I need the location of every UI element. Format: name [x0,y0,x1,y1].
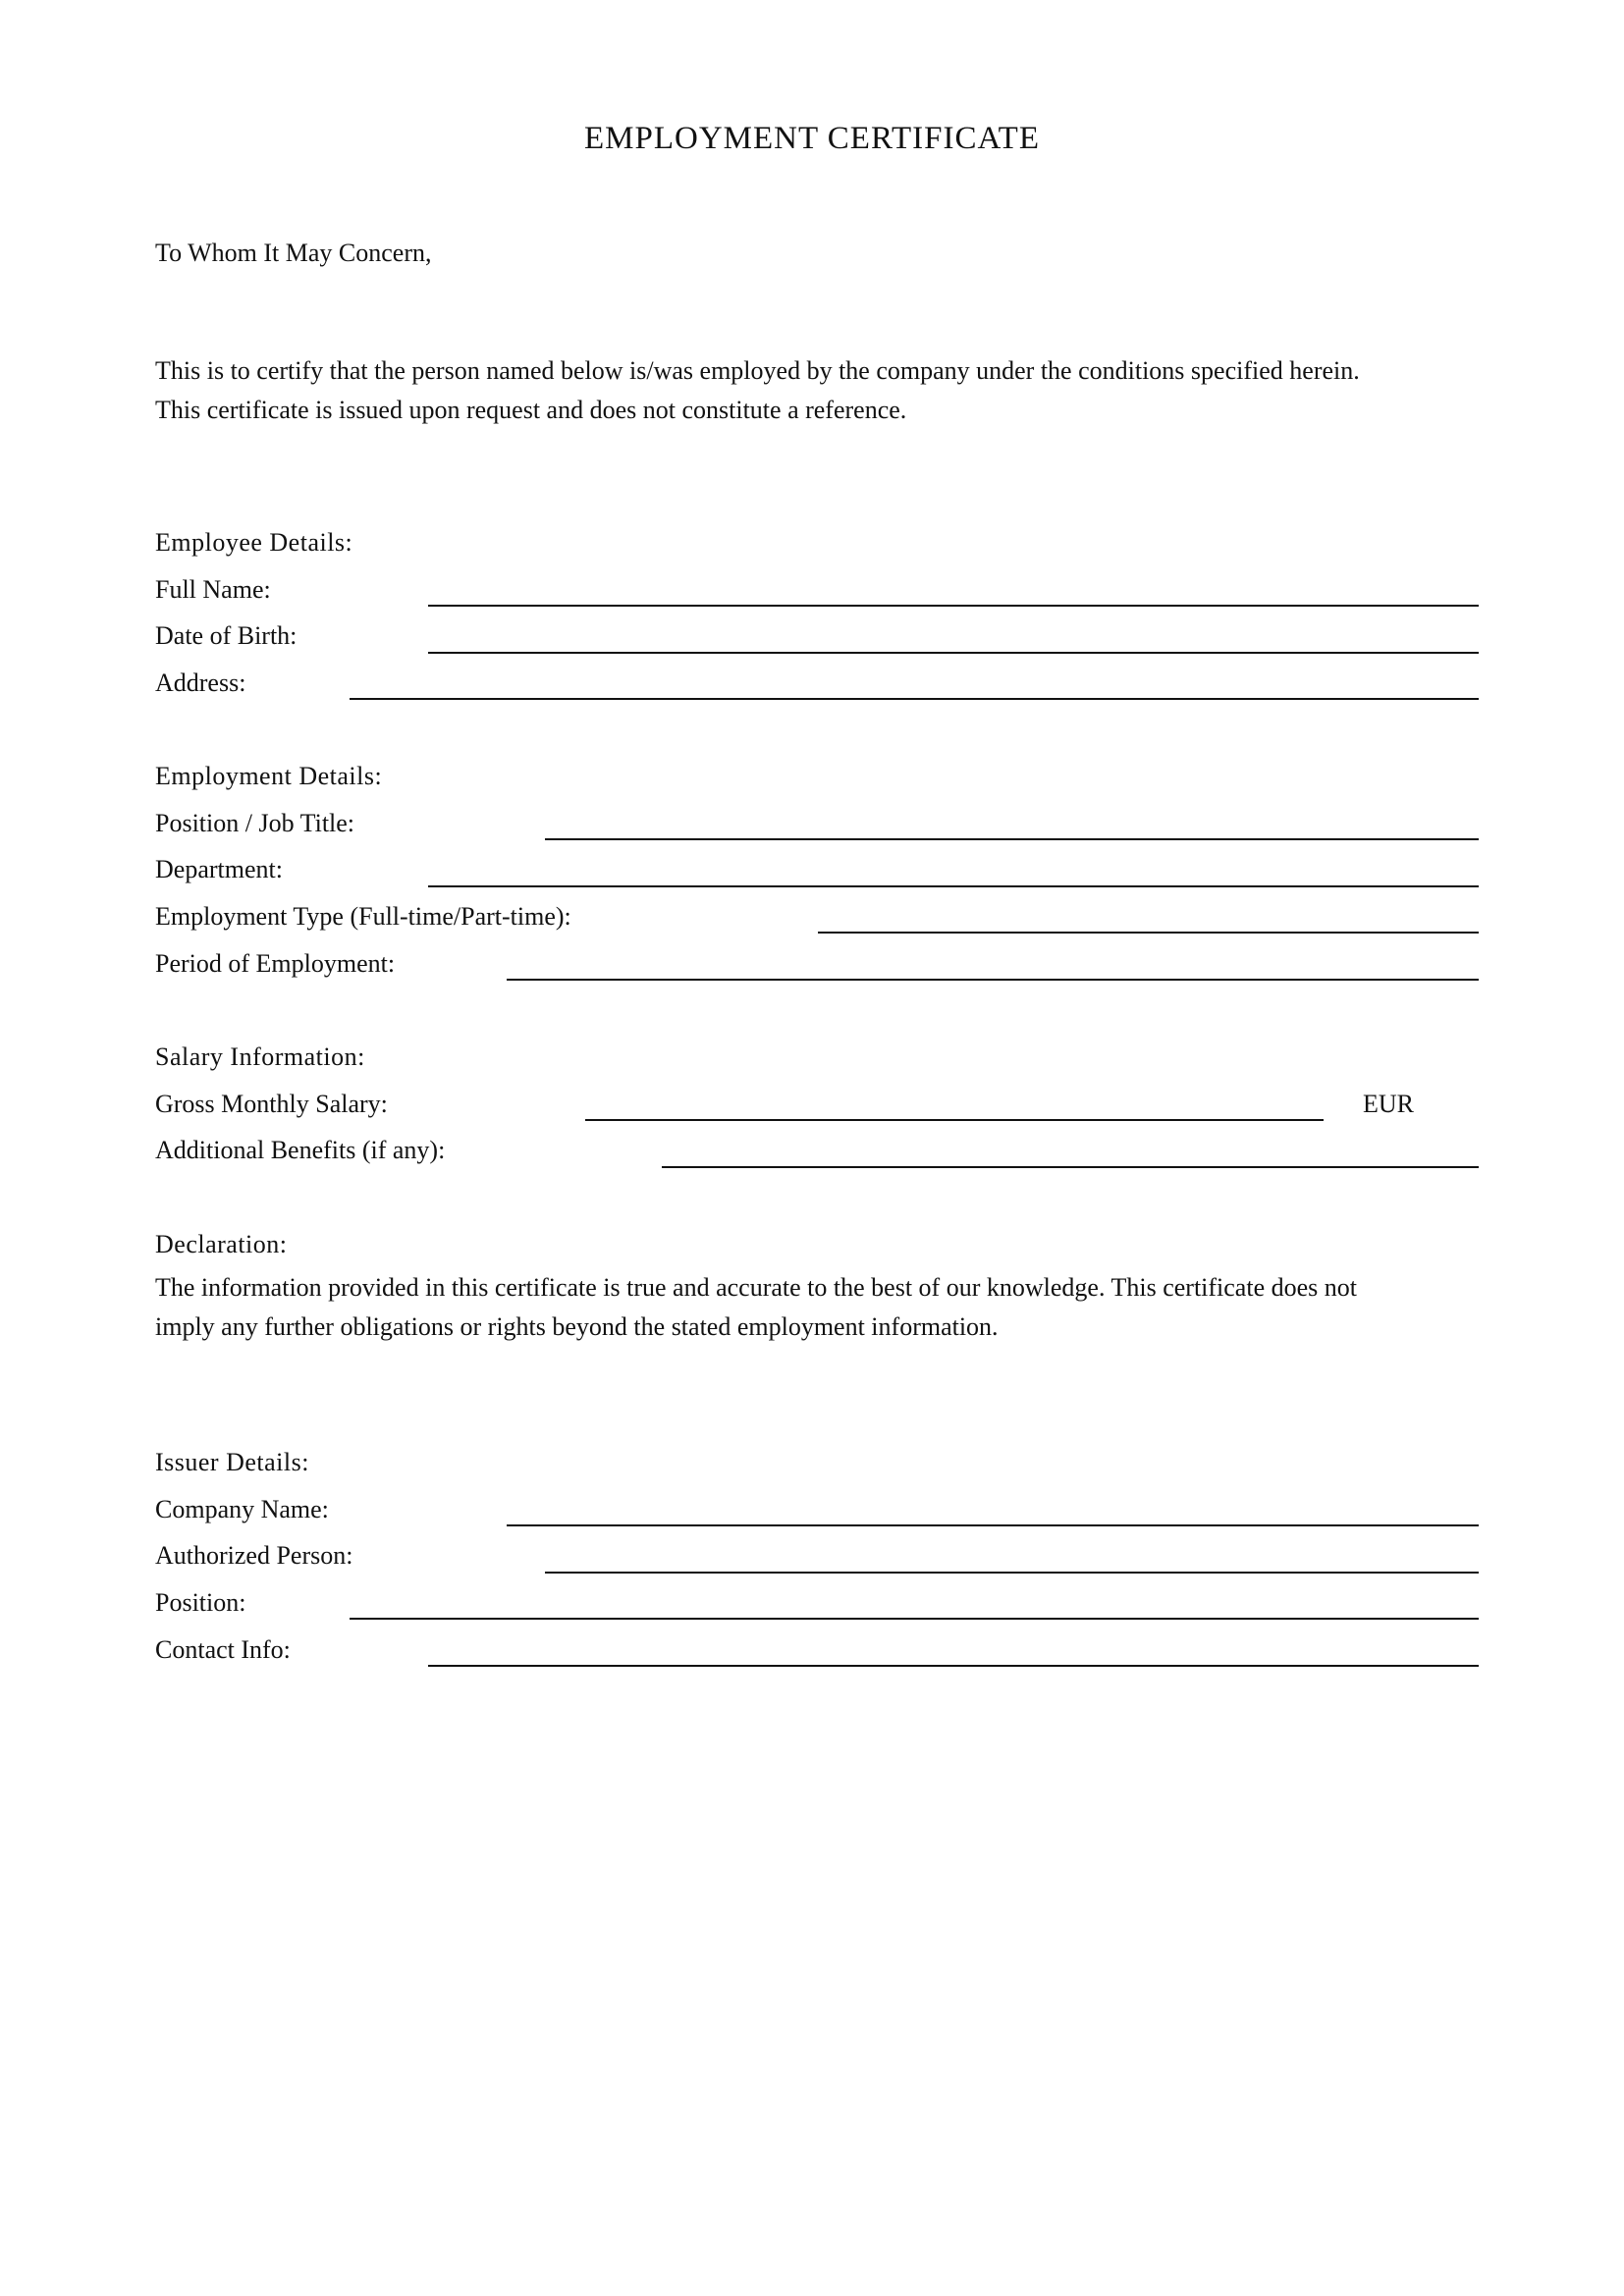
employment-type-field[interactable] [818,932,1479,934]
gross-monthly-salary-field[interactable] [585,1119,1324,1121]
address-field[interactable] [350,698,1479,700]
declaration-heading: Declaration: [155,1230,288,1258]
full-name-field[interactable] [428,605,1479,607]
period-of-employment-field[interactable] [507,979,1479,981]
date-of-birth-label: Date of Birth: [155,621,298,650]
intro-line-1: This is to certify that the person named below is/was employed by the company under the conditions specified herein. [155,356,1360,385]
employee-details-heading: Employee Details: [155,528,353,557]
company-name-field[interactable] [507,1524,1479,1526]
full-name-label: Full Name: [155,575,271,604]
date-of-birth-field[interactable] [428,652,1479,654]
position-job-title-label: Position / Job Title: [155,809,355,837]
additional-benefits-field[interactable] [662,1166,1479,1168]
intro-line-2: This certificate is issued upon request and does not constitute a reference. [155,396,907,424]
authorized-person-field[interactable] [545,1572,1479,1574]
declaration-line-1: The information provided in this certificate is true and accurate to the best of our knowledge. This certificate does not [155,1273,1357,1302]
issuer-position-field[interactable] [350,1618,1479,1620]
document-title: EMPLOYMENT CERTIFICATE [583,121,1040,156]
gross-monthly-salary-label: Gross Monthly Salary: [155,1090,388,1118]
declaration-paragraph [155,1268,1481,1347]
department-label: Department: [155,855,283,883]
employment-details-heading: Employment Details: [155,762,383,790]
issuer-position-label: Position: [155,1588,246,1617]
issuer-details-heading: Issuer Details: [155,1448,309,1476]
salutation: To Whom It May Concern, [155,239,432,267]
contact-info-label: Contact Info: [155,1635,291,1664]
position-job-title-field[interactable] [545,838,1479,840]
salary-currency: EUR [1363,1090,1414,1118]
employment-type-label: Employment Type (Full-time/Part-time): [155,902,571,931]
period-of-employment-label: Period of Employment: [155,949,396,978]
declaration-line-2: imply any further obligations or rights beyond the stated employment information. [155,1312,999,1341]
company-name-label: Company Name: [155,1495,329,1523]
contact-info-field[interactable] [428,1665,1479,1667]
intro-paragraph [155,351,1481,430]
salary-information-heading: Salary Information: [155,1042,365,1071]
authorized-person-label: Authorized Person: [155,1541,353,1570]
department-field[interactable] [428,885,1479,887]
address-label: Address: [155,668,246,697]
additional-benefits-label: Additional Benefits (if any): [155,1136,446,1164]
